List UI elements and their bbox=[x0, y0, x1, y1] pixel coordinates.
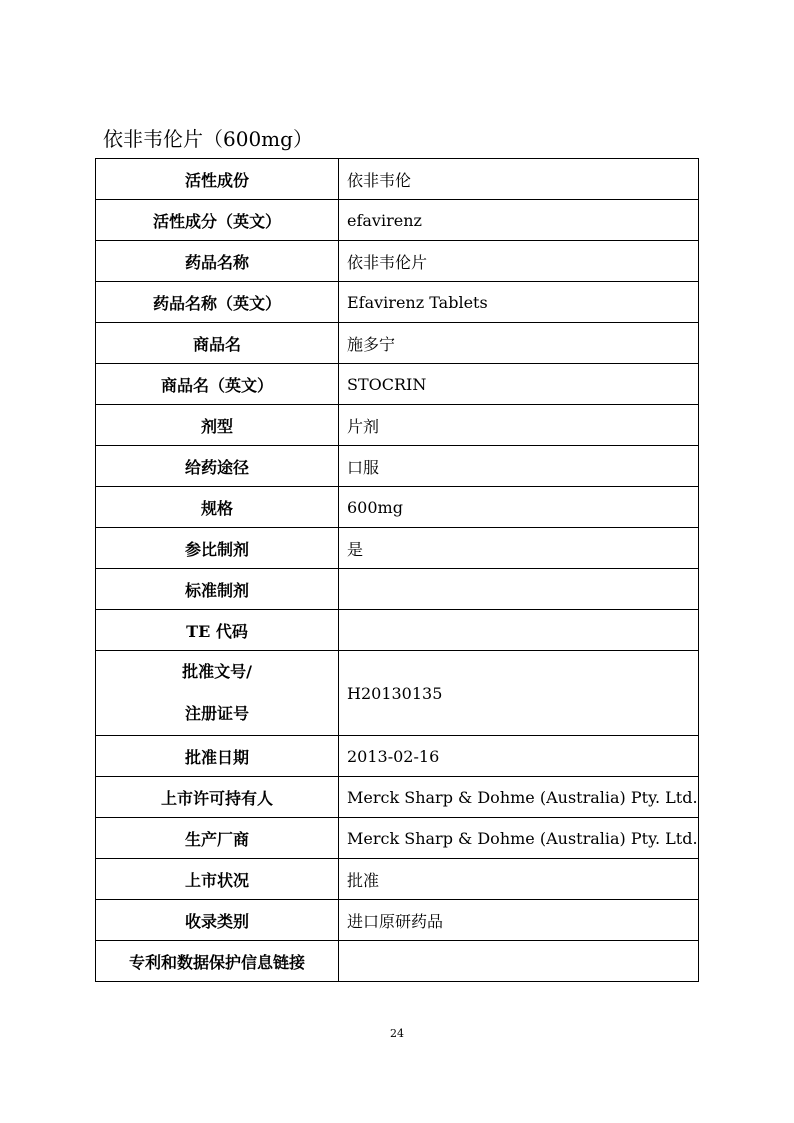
row-value: Merck Sharp & Dohme (Australia) Pty. Ltd. bbox=[339, 818, 699, 859]
document-title: 依非韦伦片（600mg） bbox=[103, 127, 313, 151]
row-label bbox=[96, 651, 339, 736]
drug-info-table bbox=[95, 158, 699, 982]
row-label: 给药途径 bbox=[96, 446, 339, 487]
row-value: H20130135 bbox=[339, 651, 699, 736]
table-row bbox=[96, 736, 699, 777]
row-value bbox=[339, 941, 699, 982]
row-value: 进口原研药品 bbox=[339, 900, 699, 941]
table-row bbox=[96, 610, 699, 651]
row-value: 是 bbox=[339, 528, 699, 569]
row-label: 生产厂商 bbox=[96, 818, 339, 859]
table-row bbox=[96, 282, 699, 323]
row-label: 商品名（英文） bbox=[96, 364, 339, 405]
row-value: 2013-02-16 bbox=[339, 736, 699, 777]
row-label: TE 代码 bbox=[96, 610, 339, 651]
row-value: Merck Sharp & Dohme (Australia) Pty. Ltd. bbox=[339, 777, 699, 818]
row-label: 规格 bbox=[96, 487, 339, 528]
row-value: 批准 bbox=[339, 859, 699, 900]
table-row bbox=[96, 487, 699, 528]
table-row bbox=[96, 941, 699, 982]
row-value: Efavirenz Tablets bbox=[339, 282, 699, 323]
row-value bbox=[339, 569, 699, 610]
table-row bbox=[96, 528, 699, 569]
row-label: 药品名称 bbox=[96, 241, 339, 282]
table-row bbox=[96, 777, 699, 818]
page-number: 24 bbox=[390, 1027, 404, 1040]
table-row bbox=[96, 446, 699, 487]
row-value: 依非韦伦片 bbox=[339, 241, 699, 282]
row-label-line-1: 批准文号/ bbox=[182, 662, 252, 681]
row-value: STOCRIN bbox=[339, 364, 699, 405]
row-label: 商品名 bbox=[96, 323, 339, 364]
table-row bbox=[96, 818, 699, 859]
row-value: efavirenz bbox=[339, 200, 699, 241]
table-row bbox=[96, 651, 699, 736]
table-row bbox=[96, 159, 699, 200]
row-value: 600mg bbox=[339, 487, 699, 528]
row-label: 批准日期 bbox=[96, 736, 339, 777]
row-value: 片剂 bbox=[339, 405, 699, 446]
row-label-line-2: 注册证号 bbox=[184, 704, 249, 723]
row-label: 剂型 bbox=[96, 405, 339, 446]
row-label: 标准制剂 bbox=[96, 569, 339, 610]
row-label: 上市许可持有人 bbox=[96, 777, 339, 818]
table-row bbox=[96, 323, 699, 364]
row-label: 专利和数据保护信息链接 bbox=[96, 941, 339, 982]
table-row bbox=[96, 859, 699, 900]
table-row bbox=[96, 200, 699, 241]
table-row bbox=[96, 900, 699, 941]
row-label: 上市状况 bbox=[96, 859, 339, 900]
row-label: 参比制剂 bbox=[96, 528, 339, 569]
table-row bbox=[96, 241, 699, 282]
row-label: 收录类别 bbox=[96, 900, 339, 941]
row-label: 药品名称（英文） bbox=[96, 282, 339, 323]
row-label: 活性成份 bbox=[96, 159, 339, 200]
row-value: 依非韦伦 bbox=[339, 159, 699, 200]
table-row bbox=[96, 569, 699, 610]
table-row bbox=[96, 364, 699, 405]
row-value: 口服 bbox=[339, 446, 699, 487]
row-value: 施多宁 bbox=[339, 323, 699, 364]
table-row bbox=[96, 405, 699, 446]
row-label: 活性成分（英文） bbox=[96, 200, 339, 241]
row-value bbox=[339, 610, 699, 651]
